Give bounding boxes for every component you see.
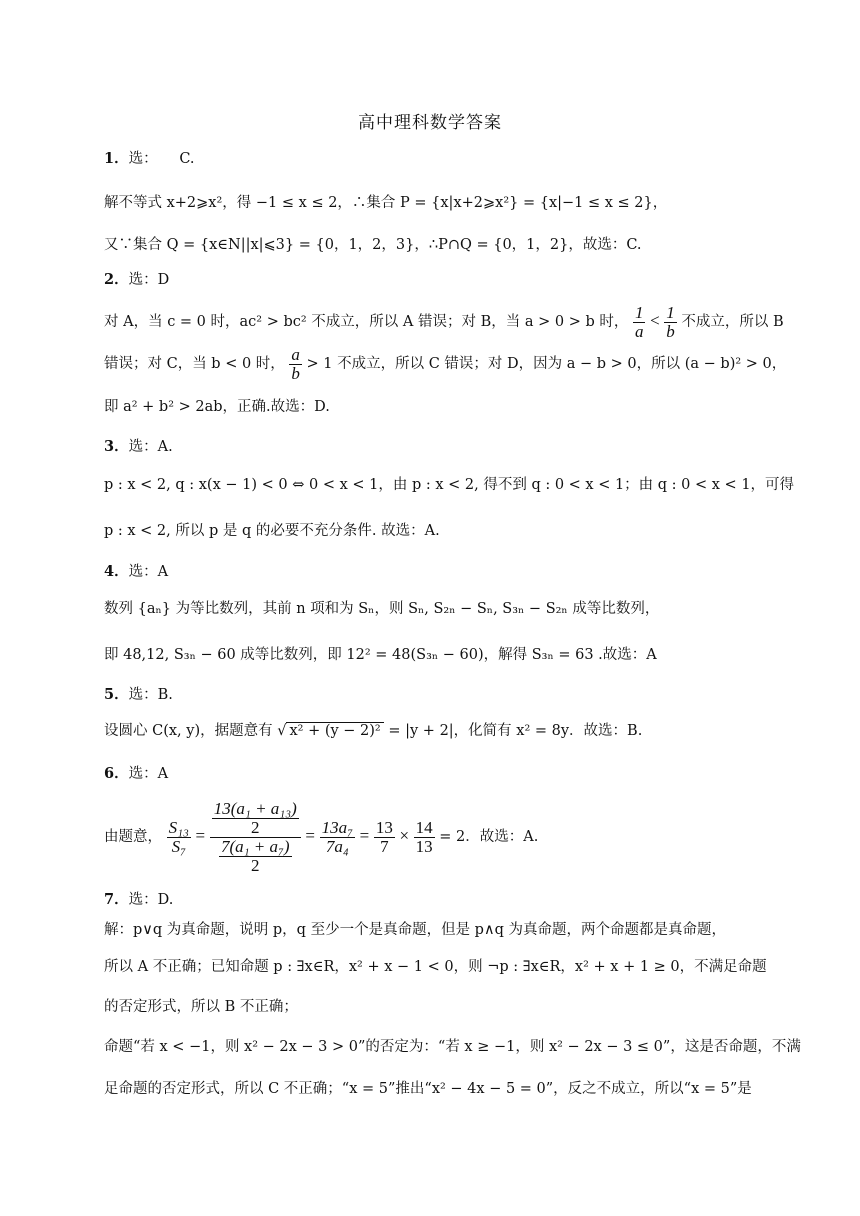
q4-line1: 数列 {aₙ} 为等比数列，其前 n 项和为 Sₙ，则 Sₙ, S₂ₙ − Sₙ, S₃ₙ − S₂ₙ 成等比数列， — [104, 601, 660, 617]
q3-line2: p : x < 2, 所以 p 是 q 的必要不充分条件. 故选：A. — [104, 523, 440, 539]
page-title: 高中理科数学答案 — [358, 113, 502, 133]
q2-line3: 即 a² + b² > 2ab，正确.故选：D. — [104, 399, 330, 415]
q6-big-frac-bottom — [210, 838, 301, 875]
frac-den: 7 — [380, 836, 389, 856]
q3-line1: p : x < 2, q : x(x − 1) < 0 ⇔ 0 < x < 1，由 p : x < 2, 得不到 q : 0 < x < 1；由 q : 0 < x < 1，可得 — [104, 477, 795, 493]
q2-header — [104, 269, 764, 291]
q1-number: 1． — [104, 150, 129, 167]
frac-den: b — [291, 363, 300, 383]
q1-line2: 又∵集合 Q = {x∈N||x|⩽3} = {0，1，2，3}，∴P∩Q = {0，1，2}，故选：C. — [104, 237, 642, 253]
q3-number: 3． — [104, 438, 129, 455]
frac-den: 2 — [251, 817, 260, 837]
q4-line2: 即 48,12, S₃ₙ − 60 成等比数列，即 12² = 48(S₃ₙ − 60)，解得 S₃ₙ = 63 .故选：A — [104, 647, 657, 663]
q7-header — [104, 889, 764, 911]
q2-frac-1b — [664, 304, 677, 341]
q2-frac-1a — [633, 304, 646, 341]
frac-num: 13 — [375, 817, 393, 837]
frac-num: 1 — [634, 302, 644, 322]
q4-choice: 选：A — [128, 564, 169, 580]
q6-mid-frac — [320, 819, 355, 856]
frac-den: b — [666, 321, 675, 341]
q2-line2-tail: > 1 不成立，所以 C 错误；对 D，因为 a − b > 0，所以 (a − b)² > 0， — [306, 356, 787, 372]
q5-choice: 选：B. — [128, 687, 173, 703]
q7-line3: 的否定形式，所以 B 不正确； — [104, 999, 298, 1015]
q6-header — [104, 763, 764, 785]
frac-den: 13 — [415, 836, 433, 856]
q5-number: 5． — [104, 686, 129, 703]
q7-line1: 解：p∨q 为真命题，说明 p，q 至少一个是真命题，但是 p∧q 为真命题，两个命题都是真命题， — [104, 922, 726, 938]
frac-den: S₇ — [171, 836, 186, 856]
q6-result: = 2．故选：A. — [439, 829, 539, 845]
equals: = — [359, 826, 370, 845]
q3-choice: 选：A. — [128, 439, 173, 455]
q2-number: 2． — [104, 271, 129, 288]
q2-choice: 选：D — [128, 272, 170, 288]
q4-number: 4． — [104, 563, 129, 580]
frac-num: 7(a₁ + a₇) — [220, 836, 290, 856]
equals: = — [305, 826, 315, 845]
q6-choice: 选：A — [128, 766, 169, 782]
q4-header — [104, 561, 764, 583]
q5-line1: 设圆心 C(x, y)，据题意有 √ x² + (y − 2)² = |y + 2|，化简有 x² = 8y．故选：B. — [104, 723, 643, 739]
q1-choice: 选： C. — [128, 151, 195, 167]
q3-header — [104, 436, 764, 458]
q2-line1-text: 对 A，当 c = 0 时，ac² > bc² 不成立，所以 A 错误；对 B，当 a > 0 > b 时， — [104, 314, 629, 330]
q6-prefix: 由题意， — [104, 829, 162, 845]
q6-lhs-frac — [167, 819, 191, 856]
q5-sqrt: x² + (y − 2)² — [286, 722, 383, 739]
q5-line1-tail: = |y + 2|，化简有 x² = 8y．故选：B. — [388, 723, 643, 739]
frac-num: 1 — [666, 302, 675, 322]
q7-line2: 所以 A 不正确；已知命题 p : ∃x∈R，x² + x − 1 < 0，则 ¬p : ∃x∈R，x² + x + 1 ≥ 0，不满足命题 — [104, 959, 767, 975]
q6-bottom-inner-frac — [219, 838, 292, 875]
q2-line2 — [104, 344, 787, 384]
q6-number: 6． — [104, 765, 129, 782]
frac-num: 13a₇ — [321, 817, 354, 837]
q1-line1: 解不等式 x+2⩾x²，得 −1 ≤ x ≤ 2，∴集合 P = {x|x+2⩾x²} = {x|−1 ≤ x ≤ 2}， — [104, 195, 668, 211]
q7-line5: 足命题的否定形式，所以 C 不正确；“x = 5”推出“x² − 4x − 5 = 0”，反之不成立，所以“x = 5”是 — [104, 1081, 752, 1097]
frac-den: 2 — [251, 855, 260, 875]
q7-choice: 选：D. — [128, 892, 174, 908]
q1-header — [104, 148, 764, 170]
q5-line1-text: 设圆心 C(x, y)，据题意有 — [104, 723, 273, 739]
q7-number: 7． — [104, 891, 129, 908]
frac-den: a — [634, 321, 644, 341]
frac-den: 7a₄ — [325, 836, 349, 856]
q6-r2-frac — [414, 819, 435, 856]
less-than: < — [650, 311, 660, 330]
q6-equation — [104, 793, 764, 879]
frac-num: S₁₃ — [168, 817, 189, 837]
q6-big-frac-top — [210, 800, 301, 838]
q2-line1-tail: 不成立，所以 B — [681, 314, 784, 330]
frac-num: a — [291, 344, 300, 364]
equals: = — [195, 826, 206, 845]
q2-line1 — [104, 301, 784, 342]
q6-top-inner-frac — [212, 800, 299, 837]
q7-line4: 命题“若 x < −1，则 x² − 2x − 3 > 0”的否定为：“若 x ≥ −1，则 x² − 2x − 3 ≤ 0”，这是否命题，不满 — [104, 1039, 801, 1055]
q5-header — [104, 684, 764, 706]
q6-r1-frac — [374, 819, 395, 856]
frac-num: 13(a₁ + a₁₃) — [213, 798, 297, 818]
q2-frac-2 — [289, 346, 302, 383]
times: × — [399, 826, 410, 845]
frac-num: 14 — [415, 817, 433, 837]
q2-line2-text: 错误；对 C，当 b < 0 时， — [104, 356, 285, 372]
q6-big-frac — [210, 800, 301, 875]
